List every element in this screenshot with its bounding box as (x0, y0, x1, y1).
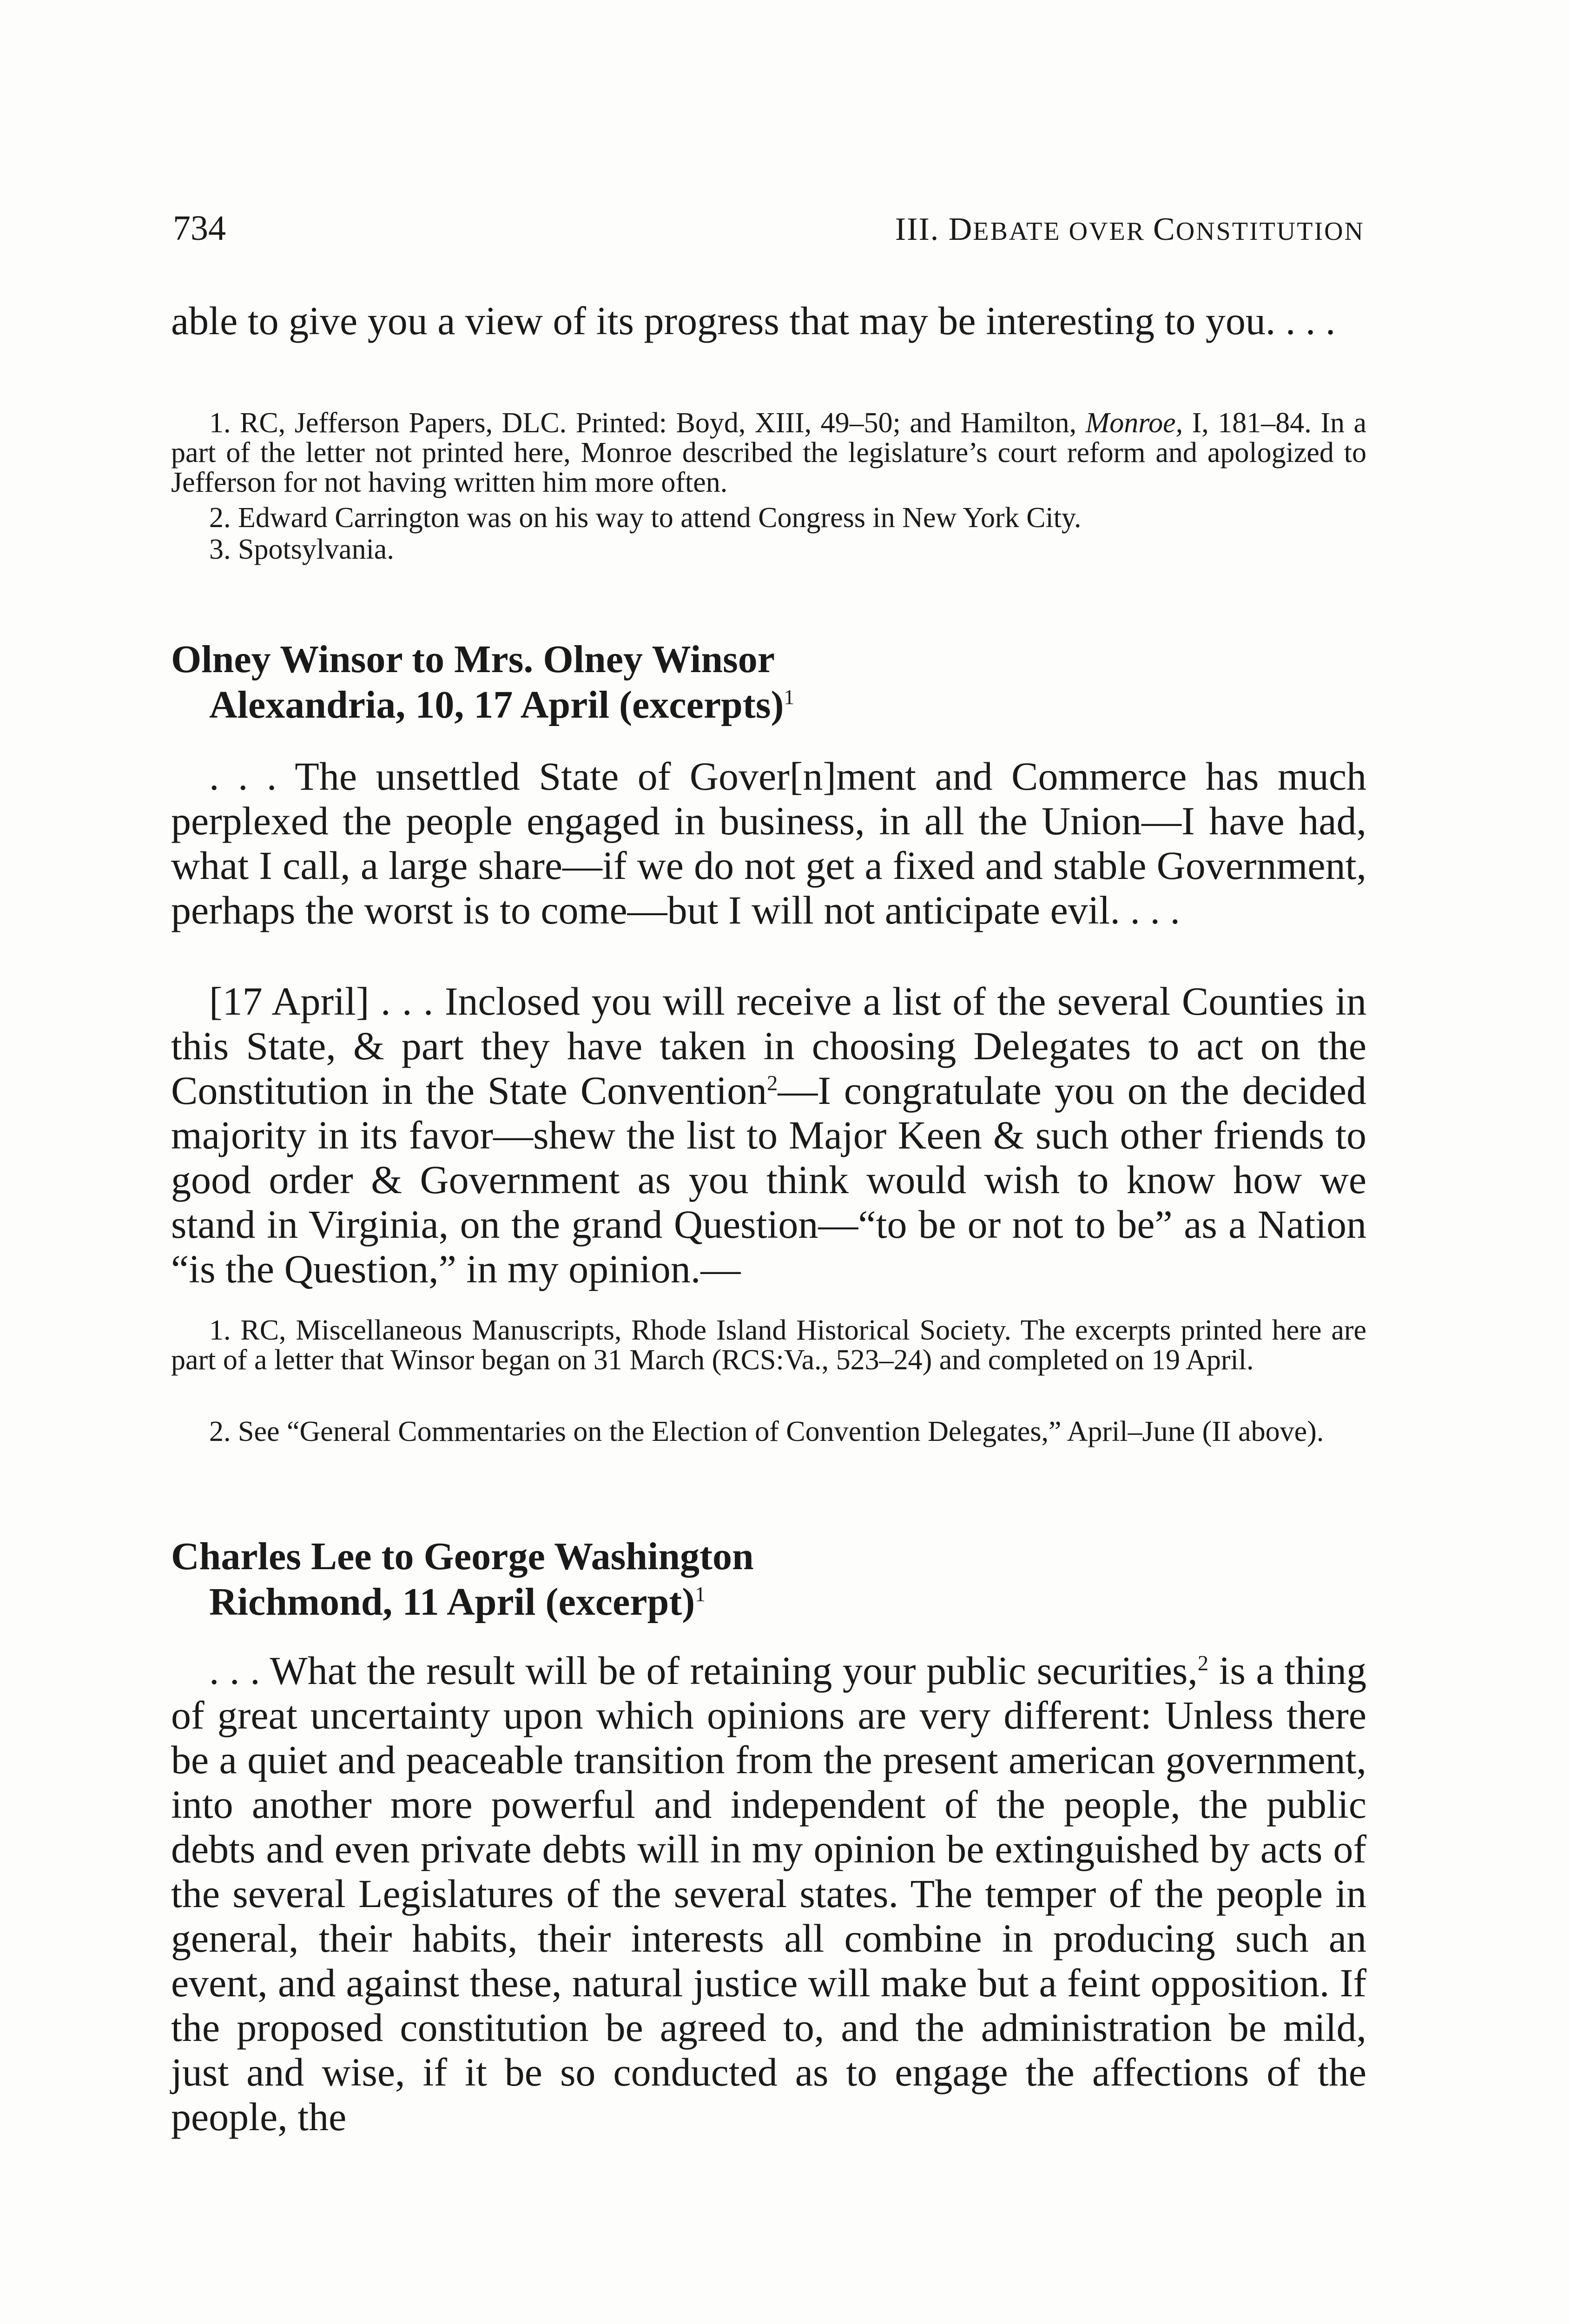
letter-subtitle: Alexandria, 10, 17 April (excerpts)$^1$ (209, 683, 795, 726)
letter-title: Olney Winsor to Mrs. Olney Winsor (171, 638, 775, 681)
letter-heading-lee (171, 1534, 754, 1625)
footnote-1-3: 3. Spotsylvania. (209, 534, 394, 565)
running-head (173, 208, 1365, 259)
carryover-paragraph: able to give you a view of its progress that may be interesting to you. . . . (171, 298, 1336, 343)
footnote-2-1: 1. RC, Miscellaneous Manuscripts, Rhode Island Historical Society. The excerpts printed here are part of a letter that Winsor began on 31 March (RCS:Va., 523–24) and completed on 19 April. (171, 1314, 1367, 1376)
footnote-1-1: 1. RC, Jefferson Papers, DLC. Printed: Boyd, XIII, 49–50; and Hamilton, Monroe, I, 181–84. In a part of the letter not printed here, Monroe described the legislature’s court reform and apologized to Jefferson for not having written him more often. (171, 407, 1366, 498)
letter-heading-winsor (171, 637, 794, 728)
letter-subtitle: Richmond, 11 April (excerpt)$^1$ (209, 1580, 706, 1624)
footnote-1-2: 2. Edward Carrington was on his way to attend Congress in New York City. (209, 502, 1082, 534)
page-number: 734 (173, 209, 226, 248)
lee-paragraph-1: . . . What the result will be of retaining your public securities,$^2$ is a thing of great uncertainty upon which opinions are very different: Unless there be a quiet and peaceable transition from the present american government, into another more powerful and independent of the people, the public debts and even private debts will in my opinion be extinguished by acts of the several Legislatures of the several states. The temper of the people in general, their habits, their interests all combine in producing such an event, and against these, natural justice will make but a feint opposition. If the proposed constitution be agreed to, and the administration be mild, just and wise, if it be so conducted as to engage the affections of the people, the (171, 1648, 1367, 2139)
footnote-2-2: 2. See “General Commentaries on the Election of Convention Delegates,” April–June (II above). (209, 1416, 1324, 1447)
letter-title: Charles Lee to George Washington (171, 1535, 754, 1578)
winsor-paragraph-1: . . . The unsettled State of Gover[n]ment and Commerce has much perplexed the people engaged in business, in all the Union—I have had, what I call, a large share—if we do not get a fixed and stable Government, perhaps the worst is to come—but I will not anticipate evil. . . . (171, 754, 1366, 932)
winsor-paragraph-2: [17 April] . . . Inclosed you will receive a list of the several Counties in this State, & part they have taken in choosing Delegates to act on the Constitution in the State Convention$^2$—I congratulate you on the decided majority in its favor—shew the list to Major Keen & such other friends to good order & Government as you think would wish to know how we stand in Virginia, on the grand Question—“to be or not to be” as a Nation “is the Question,” in my opinion.— (171, 979, 1366, 1291)
section-title: III. DEBATE OVER CONSTITUTION (895, 211, 1365, 247)
